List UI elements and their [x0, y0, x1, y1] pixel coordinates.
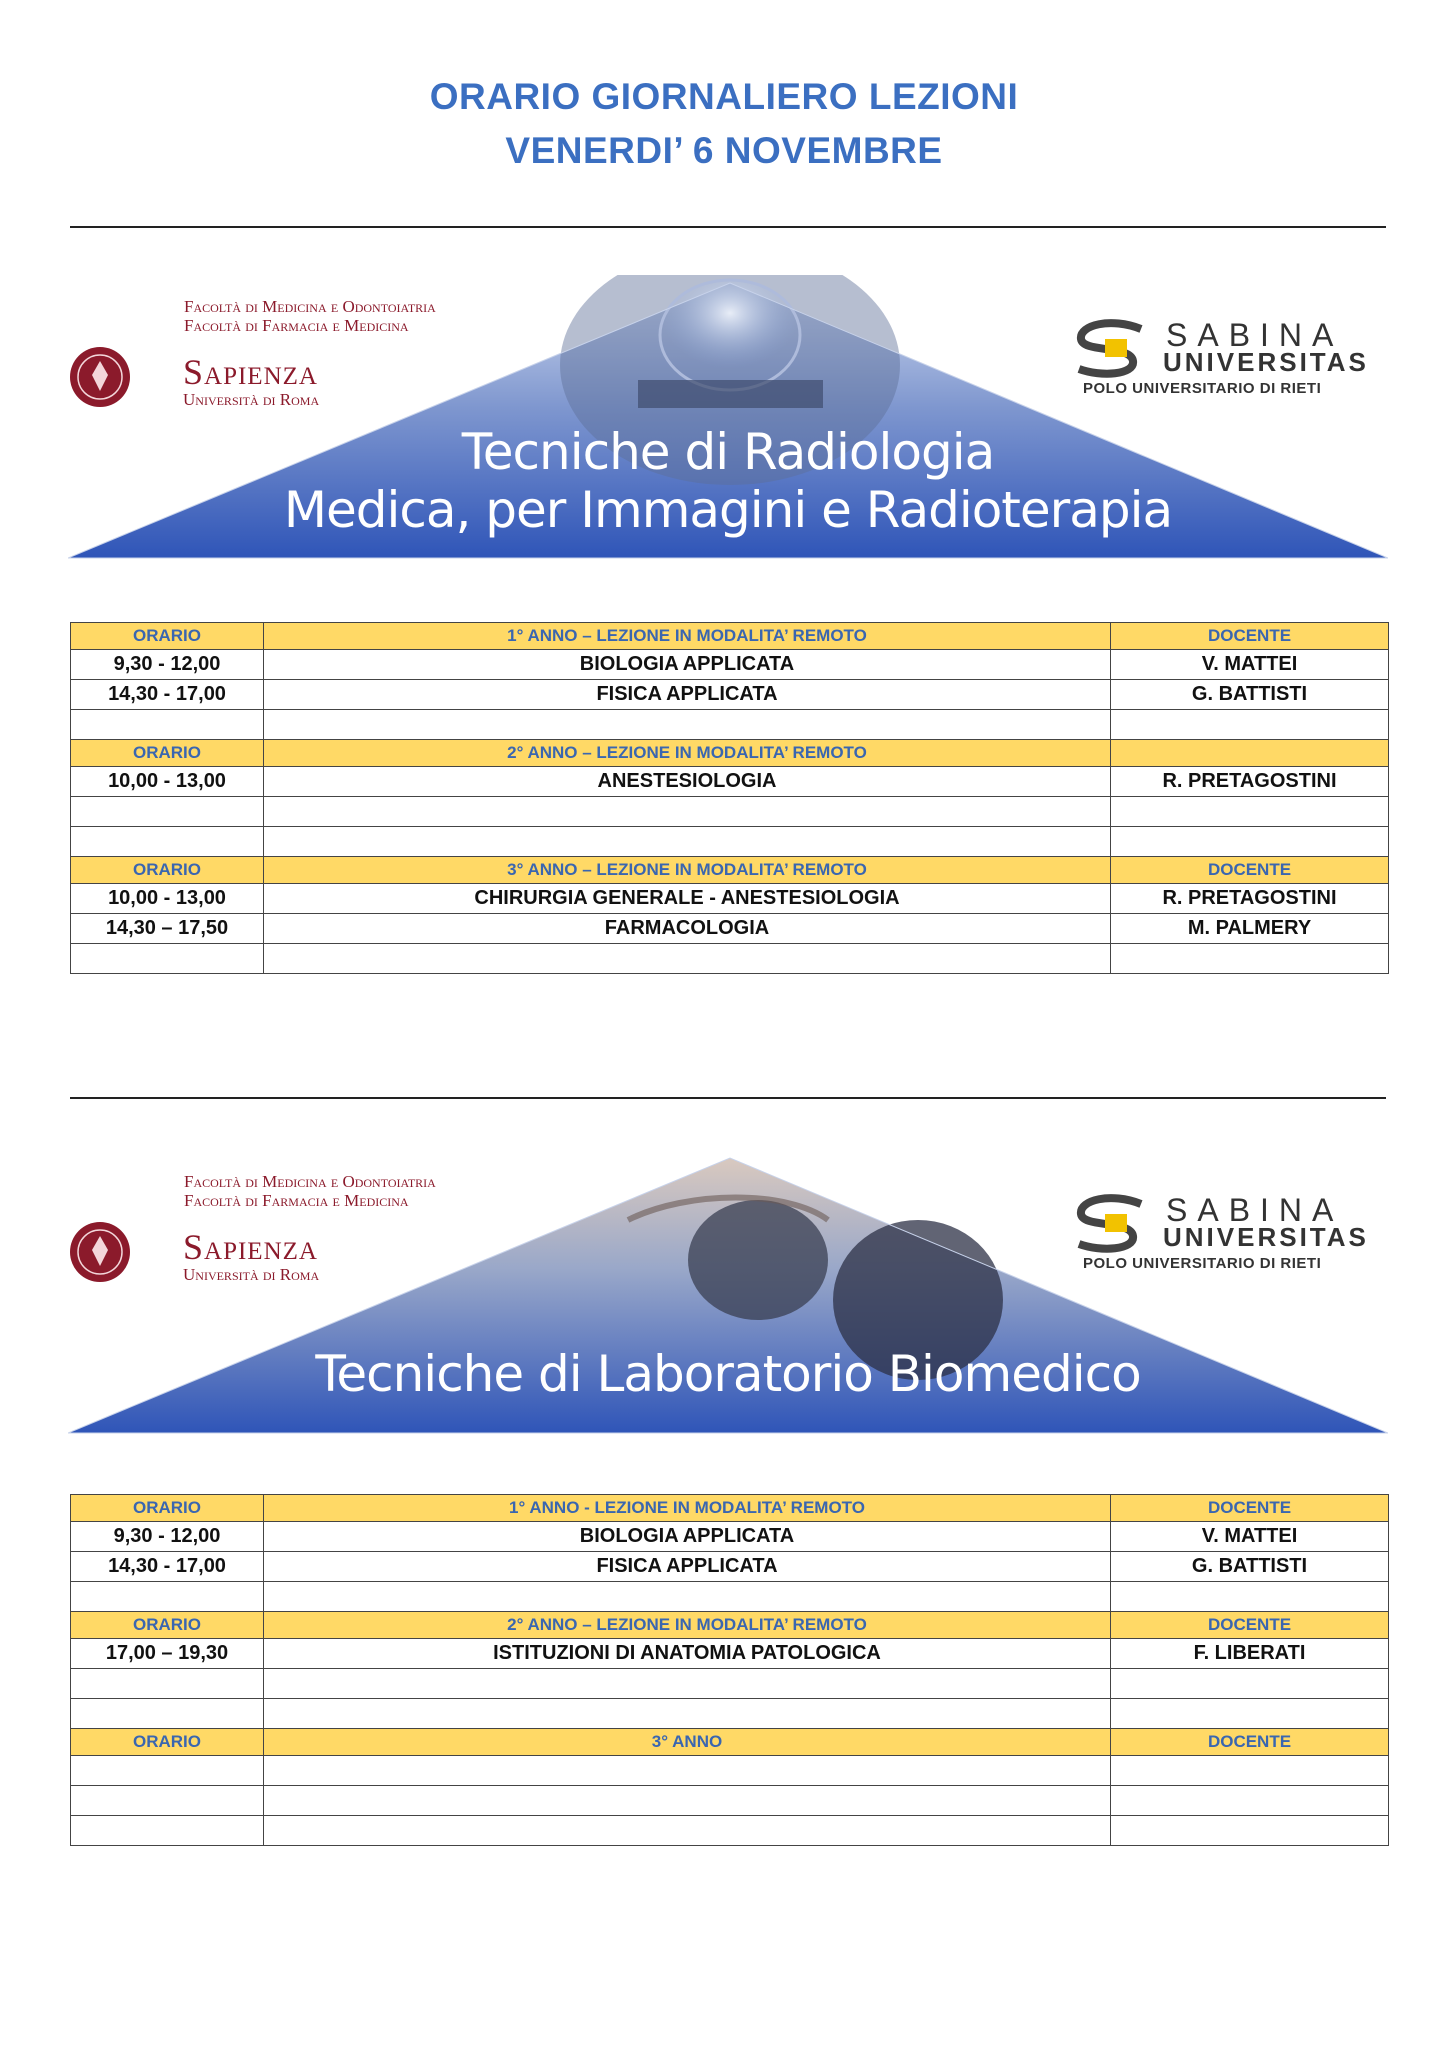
cell-orario: 14,30 - 17,00: [71, 1552, 264, 1582]
cell-docente: V. MATTEI: [1111, 650, 1389, 680]
sapienza-name: Sapienza: [183, 1227, 318, 1267]
table-row: [71, 680, 1389, 710]
sabina-logo: [1071, 1192, 1371, 1282]
cell-docente: [1111, 1816, 1389, 1846]
header-cell-docente: DOCENTE: [1111, 857, 1389, 884]
table-row: [71, 914, 1389, 944]
course-title-line1: Tecniche di Radiologia: [461, 423, 995, 481]
cell-docente: [1111, 710, 1389, 740]
table-row: [71, 797, 1389, 827]
header-cell-anno: 2° ANNO – LEZIONE IN MODALITA’ REMOTO: [264, 740, 1111, 767]
cell-orario: 14,30 - 17,00: [71, 680, 264, 710]
cell-docente: F. LIBERATI: [1111, 1639, 1389, 1669]
cell-docente: [1111, 1582, 1389, 1612]
table-header-row: [71, 1612, 1389, 1639]
cell-docente: G. BATTISTI: [1111, 680, 1389, 710]
cell-docente: R. PRETAGOSTINI: [1111, 767, 1389, 797]
table-header-row: [71, 1729, 1389, 1756]
faculty-line-1: Facoltà di Medicina e Odontoiatria: [184, 297, 436, 316]
table-header-row: [71, 1495, 1389, 1522]
header-cell-anno: 1° ANNO - LEZIONE IN MODALITA’ REMOTO: [264, 1495, 1111, 1522]
table-header-row: [71, 623, 1389, 650]
table-row: [71, 1699, 1389, 1729]
header-cell-anno: 2° ANNO – LEZIONE IN MODALITA’ REMOTO: [264, 1612, 1111, 1639]
header-cell-anno: 3° ANNO – LEZIONE IN MODALITA’ REMOTO: [264, 857, 1111, 884]
header-cell-docente: DOCENTE: [1111, 1612, 1389, 1639]
banner-radiologia: [68, 275, 1388, 560]
cell-docente: [1111, 1699, 1389, 1729]
header-cell-orario: ORARIO: [71, 1495, 264, 1522]
cell-orario: 17,00 – 19,30: [71, 1639, 264, 1669]
faculty-line-2: Facoltà di Farmacia e Medicina: [184, 316, 409, 335]
sabina-text: SABINA: [1166, 1192, 1344, 1228]
sabina-book-icon: [1071, 319, 1151, 379]
cell-lezione: FISICA APPLICATA: [264, 680, 1111, 710]
header-cell-docente: [1111, 740, 1389, 767]
table-row: [71, 1786, 1389, 1816]
cell-docente: G. BATTISTI: [1111, 1552, 1389, 1582]
cell-docente: R. PRETAGOSTINI: [1111, 884, 1389, 914]
table-row: [71, 767, 1389, 797]
header-cell-docente: DOCENTE: [1111, 1495, 1389, 1522]
cell-orario: [71, 1816, 264, 1846]
faculty-text: [184, 297, 436, 335]
table-row: [71, 710, 1389, 740]
course-title-line1: Tecniche di Laboratorio Biomedico: [315, 1345, 1141, 1403]
faculty-line-1: Facoltà di Medicina e Odontoiatria: [184, 1172, 436, 1191]
cell-orario: 14,30 – 17,50: [71, 914, 264, 944]
cell-docente: M. PALMERY: [1111, 914, 1389, 944]
cell-lezione: [264, 1756, 1111, 1786]
cell-lezione: CHIRURGIA GENERALE - ANESTESIOLOGIA: [264, 884, 1111, 914]
table-row: [71, 1639, 1389, 1669]
header-cell-orario: ORARIO: [71, 857, 264, 884]
table-row: [71, 1552, 1389, 1582]
cell-lezione: [264, 1786, 1111, 1816]
cell-docente: V. MATTEI: [1111, 1522, 1389, 1552]
faculty-line-2: Facoltà di Farmacia e Medicina: [184, 1191, 409, 1210]
cell-orario: [71, 797, 264, 827]
cell-docente: [1111, 827, 1389, 857]
cell-orario: [71, 1582, 264, 1612]
cell-lezione: [264, 944, 1111, 974]
schedule-table-radiologia: [70, 622, 1389, 974]
header-cell-orario: ORARIO: [71, 623, 264, 650]
table-row: [71, 1756, 1389, 1786]
table-row: [71, 1816, 1389, 1846]
sapienza-name: Sapienza: [183, 352, 318, 392]
header-cell-docente: DOCENTE: [1111, 623, 1389, 650]
cell-lezione: [264, 797, 1111, 827]
cell-orario: [71, 710, 264, 740]
header-cell-orario: ORARIO: [71, 1612, 264, 1639]
table-row: [71, 944, 1389, 974]
cell-lezione: BIOLOGIA APPLICATA: [264, 1522, 1111, 1552]
cell-orario: [71, 1699, 264, 1729]
sabina-text: SABINA: [1166, 317, 1344, 353]
universitas-text: UNIVERSITAS: [1163, 347, 1369, 377]
table-row: [71, 884, 1389, 914]
cell-docente: [1111, 1756, 1389, 1786]
cell-lezione: [264, 1816, 1111, 1846]
cell-orario: 10,00 - 13,00: [71, 767, 264, 797]
polo-text: POLO UNIVERSITARIO DI RIETI: [1083, 380, 1322, 397]
sapienza-seal-icon: [68, 345, 132, 409]
cell-orario: [71, 944, 264, 974]
page-title-line2: VENERDI’ 6 NOVEMBRE: [505, 130, 943, 171]
cell-orario: [71, 1786, 264, 1816]
table-row: [71, 1669, 1389, 1699]
table-row: [71, 650, 1389, 680]
header-cell-anno: 1° ANNO – LEZIONE IN MODALITA’ REMOTO: [264, 623, 1111, 650]
divider-top: [70, 226, 1386, 228]
course-title-line2: Medica, per Immagini e Radioterapia: [283, 481, 1173, 539]
table-row: [71, 1522, 1389, 1552]
cell-orario: [71, 1756, 264, 1786]
sapienza-logo: [183, 353, 319, 409]
cell-docente: [1111, 1669, 1389, 1699]
sapienza-sub: Università di Roma: [183, 1265, 320, 1284]
cell-orario: [71, 827, 264, 857]
cell-docente: [1111, 797, 1389, 827]
sapienza-seal-icon: [68, 1220, 132, 1284]
sapienza-sub: Università di Roma: [183, 390, 320, 409]
header-cell-orario: ORARIO: [71, 740, 264, 767]
schedule-table-laboratorio: [70, 1494, 1389, 1846]
cell-orario: 10,00 - 13,00: [71, 884, 264, 914]
cell-lezione: [264, 1699, 1111, 1729]
cell-docente: [1111, 944, 1389, 974]
cell-docente: [1111, 1786, 1389, 1816]
faculty-text: [184, 1172, 436, 1210]
header-cell-orario: ORARIO: [71, 1729, 264, 1756]
cell-lezione: [264, 1669, 1111, 1699]
banner-laboratorio: [68, 1150, 1388, 1435]
cell-lezione: FARMACOLOGIA: [264, 914, 1111, 944]
polo-text: POLO UNIVERSITARIO DI RIETI: [1083, 1255, 1322, 1272]
cell-lezione: ISTITUZIONI DI ANATOMIA PATOLOGICA: [264, 1639, 1111, 1669]
divider-middle: [70, 1097, 1386, 1099]
table-header-row: [71, 740, 1389, 767]
cell-lezione: [264, 710, 1111, 740]
cell-lezione: [264, 827, 1111, 857]
table-row: [71, 1582, 1389, 1612]
cell-orario: 9,30 - 12,00: [71, 650, 264, 680]
cell-lezione: FISICA APPLICATA: [264, 1552, 1111, 1582]
table-header-row: [71, 857, 1389, 884]
cell-lezione: ANESTESIOLOGIA: [264, 767, 1111, 797]
table-row: [71, 827, 1389, 857]
sapienza-logo: [183, 1228, 319, 1284]
universitas-text: UNIVERSITAS: [1163, 1222, 1369, 1252]
cell-lezione: [264, 1582, 1111, 1612]
header-cell-docente: DOCENTE: [1111, 1729, 1389, 1756]
header-cell-anno: 3° ANNO: [264, 1729, 1111, 1756]
cell-orario: [71, 1669, 264, 1699]
cell-lezione: BIOLOGIA APPLICATA: [264, 650, 1111, 680]
page-title-line1: ORARIO GIORNALIERO LEZIONI: [429, 76, 1019, 117]
cell-orario: 9,30 - 12,00: [71, 1522, 264, 1552]
sabina-book-icon: [1071, 1194, 1151, 1254]
sabina-logo: [1071, 317, 1371, 407]
